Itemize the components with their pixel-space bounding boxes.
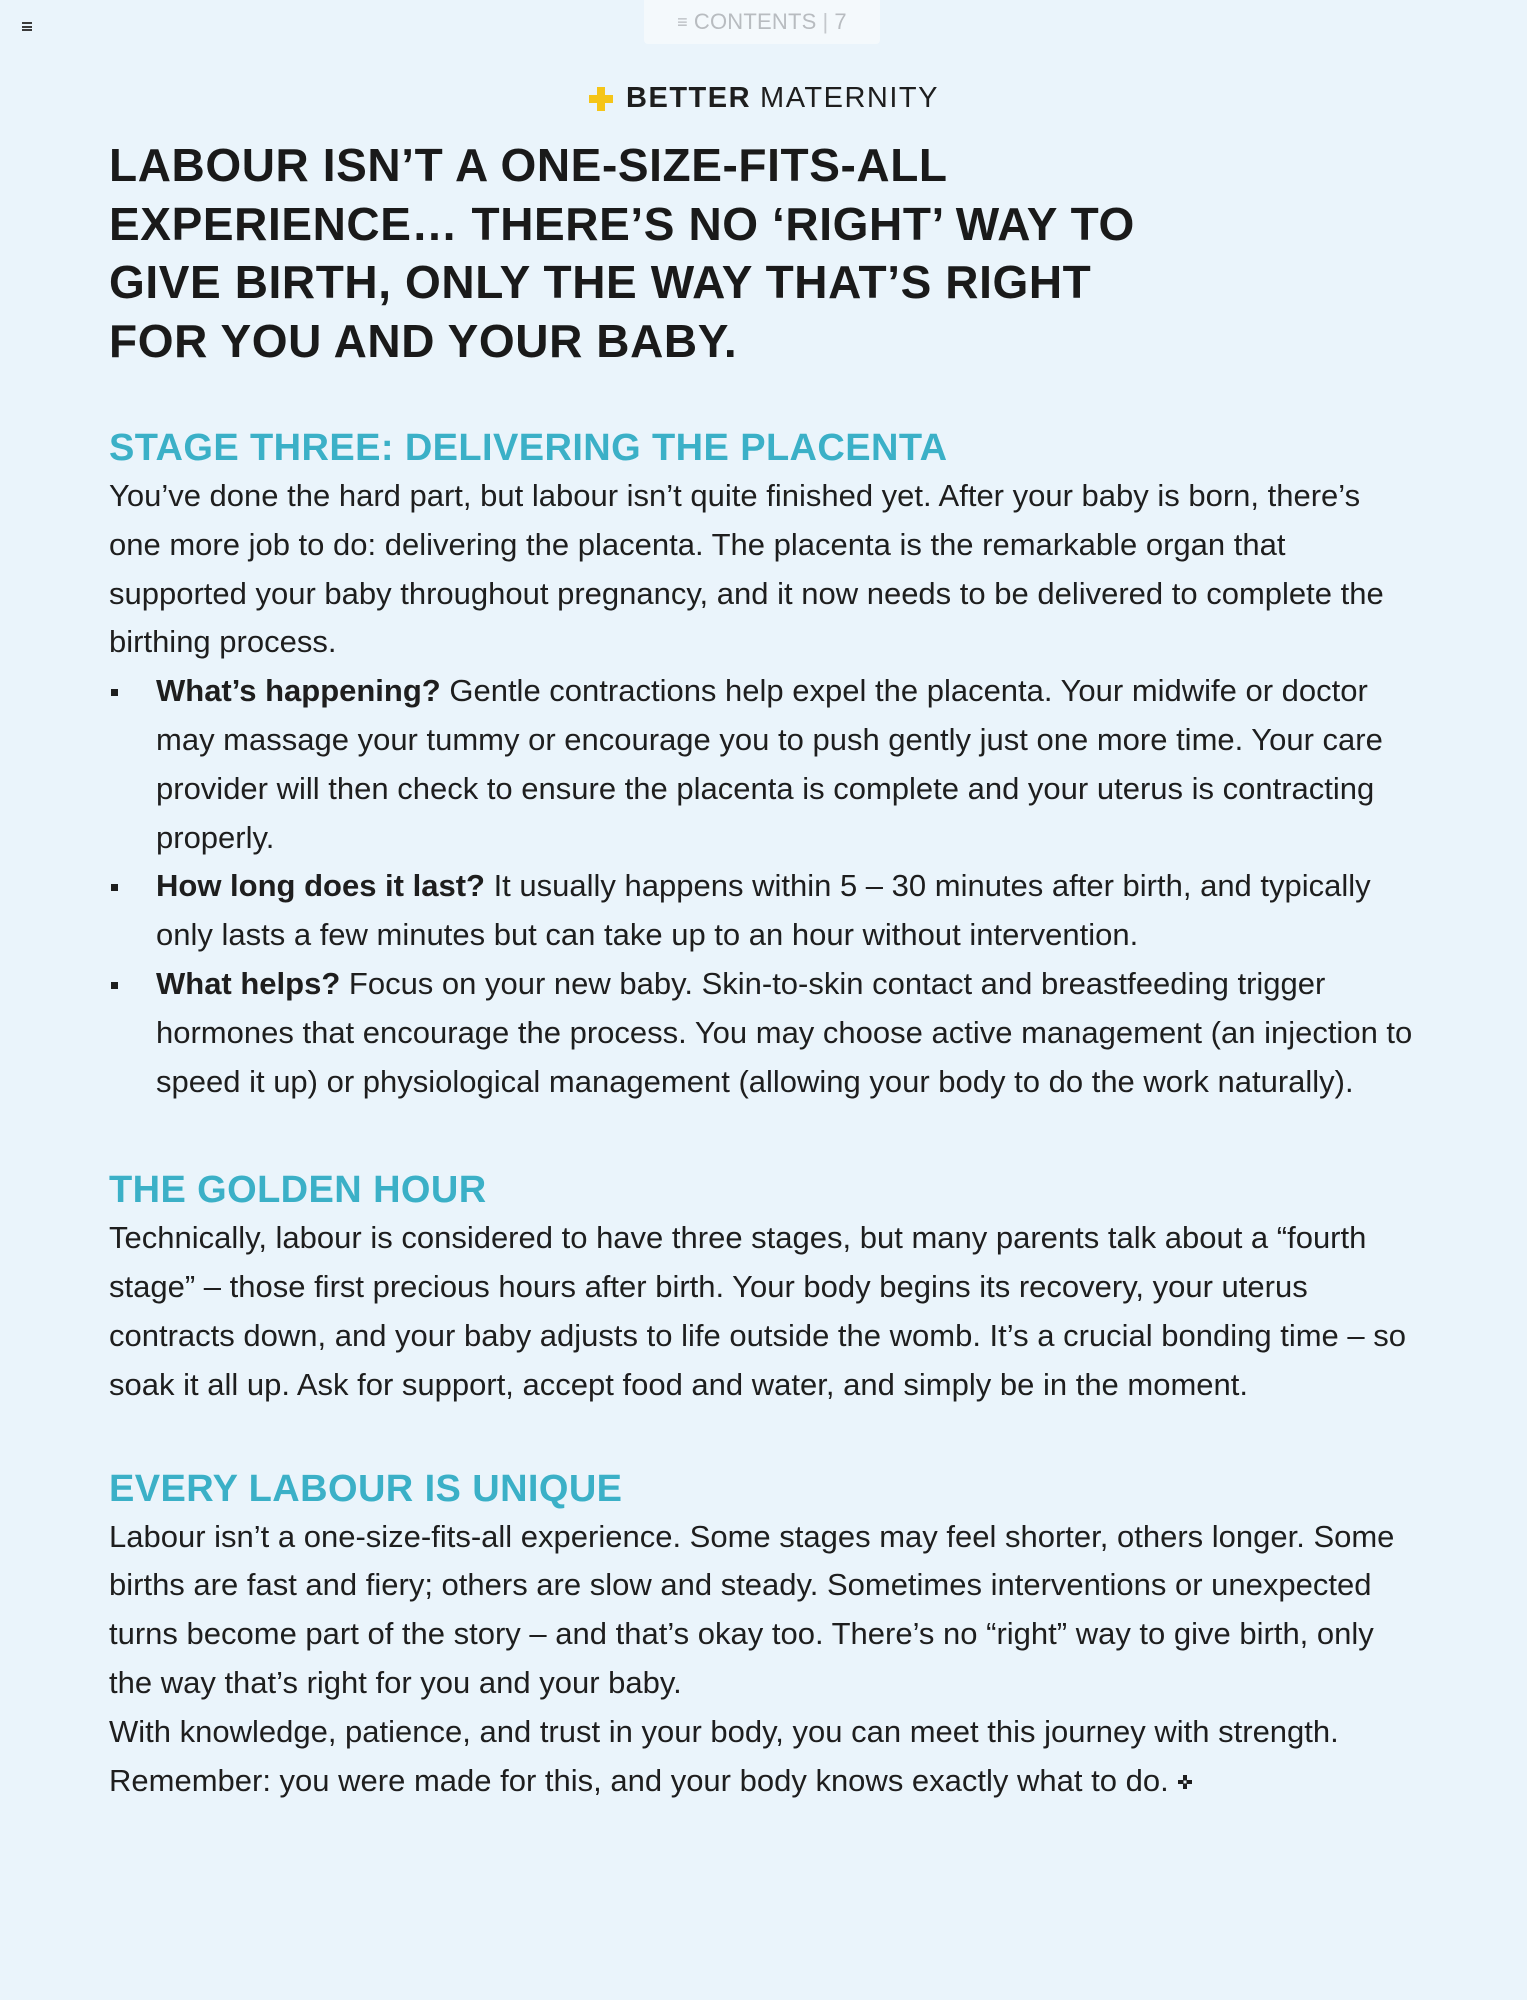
- unique-text-2: With knowledge, patience, and trust in your body, you can meet this journey with strength. Remember: you were made for this, and your body knows exactly what to do.: [109, 1713, 1339, 1798]
- cross-icon: [588, 86, 614, 112]
- section-spacer: [109, 1410, 1429, 1465]
- page-headline: LABOUR ISN’T A ONE-SIZE-FITS-ALL EXPERIENCE… THERE’S NO ‘RIGHT’ WAY TO GIVE BIRTH, ONLY THE WAY THAT’S RIGHT FOR YOU AND YOUR BABY.: [109, 139, 1135, 367]
- section-every-labour-unique: [109, 1465, 1429, 1806]
- bullet-how-long: [109, 862, 1429, 960]
- brand-logo: [0, 82, 1527, 115]
- stage-three-bullets: [109, 667, 1429, 1106]
- bullet-whats-happening: [109, 667, 1429, 862]
- contents-tab[interactable]: [644, 0, 880, 44]
- tab-separator: |: [822, 9, 829, 34]
- bullet-what-helps: [109, 960, 1429, 1106]
- bullet-text: Gentle contractions help expel the placenta. Your midwife or doctor may massage your tummy or encourage you to push gently just one more time. Your care provider will then check to ensure the placenta is complete and your uterus is contracting properly.: [156, 673, 1383, 855]
- list-icon: ≡: [677, 11, 688, 32]
- bullet-text: Focus on your new baby. Skin-to-skin contact and breastfeeding trigger hormones that encourage the process. You may choose active management (an injection to speed it up) or physiological management (allowing your body to do the work naturally).: [156, 965, 1413, 1099]
- brand-name-light: MATERNITY: [760, 82, 939, 114]
- unique-text-1: Labour isn’t a one-size-fits-all experience. Some stages may feel shorter, others longer. Some births are fast and fiery; others are slow and steady. Sometimes interventions or unexpected turns become part of the story – and that’s okay too. There’s no “right” way to give birth, only the way that’s right for you and your baby.: [109, 1518, 1395, 1700]
- bullet-square-icon: [111, 884, 118, 891]
- page-number: 7: [834, 9, 847, 34]
- bullet-square-icon: [111, 689, 118, 696]
- hamburger-menu-icon[interactable]: [22, 22, 32, 31]
- section-title-golden-hour: THE GOLDEN HOUR: [109, 1169, 487, 1212]
- section-spacer: [109, 1106, 1429, 1166]
- section-title-stage-three: STAGE THREE: DELIVERING THE PLACENTA: [109, 427, 948, 469]
- golden-hour-text: Technically, labour is considered to have three stages, but many parents talk about a “fourth stage” – those first precious hours after birth. Your body begins its recovery, your uterus contracts down, and your baby adjusts to life outside the womb. It’s a crucial bonding time – so soak it all up. Ask for support, accept food and water, and simply be in the moment.: [109, 1220, 1406, 1402]
- section-golden-hour: [109, 1166, 1429, 1409]
- brand-name-bold: BETTER: [626, 82, 752, 114]
- article-body: [109, 424, 1429, 1805]
- contents-label: CONTENTS: [693, 9, 817, 34]
- unique-text-2-wrapper: [109, 1708, 1409, 1806]
- bullet-lead: What helps?: [156, 965, 341, 1001]
- bullet-text: It usually happens within 5 – 30 minutes after birth, and typically only lasts a few minutes but can take up to an hour without intervention.: [156, 868, 1371, 953]
- bullet-lead: How long does it last?: [156, 868, 485, 904]
- section-title-unique: EVERY LABOUR IS UNIQUE: [109, 1467, 623, 1510]
- stage-three-intro: You’ve done the hard part, but labour isn’t quite finished yet. After your baby is born, there’s one more job to do: delivering the placenta. The placenta is the remarkable organ that supported your baby throughout pregnancy, and it now needs to be delivered to complete the birthing process.: [109, 478, 1384, 660]
- end-mark-icon: [1177, 1774, 1193, 1790]
- section-stage-three: [109, 424, 1429, 1106]
- bullet-lead: What’s happening?: [156, 673, 441, 709]
- bullet-square-icon: [111, 982, 118, 989]
